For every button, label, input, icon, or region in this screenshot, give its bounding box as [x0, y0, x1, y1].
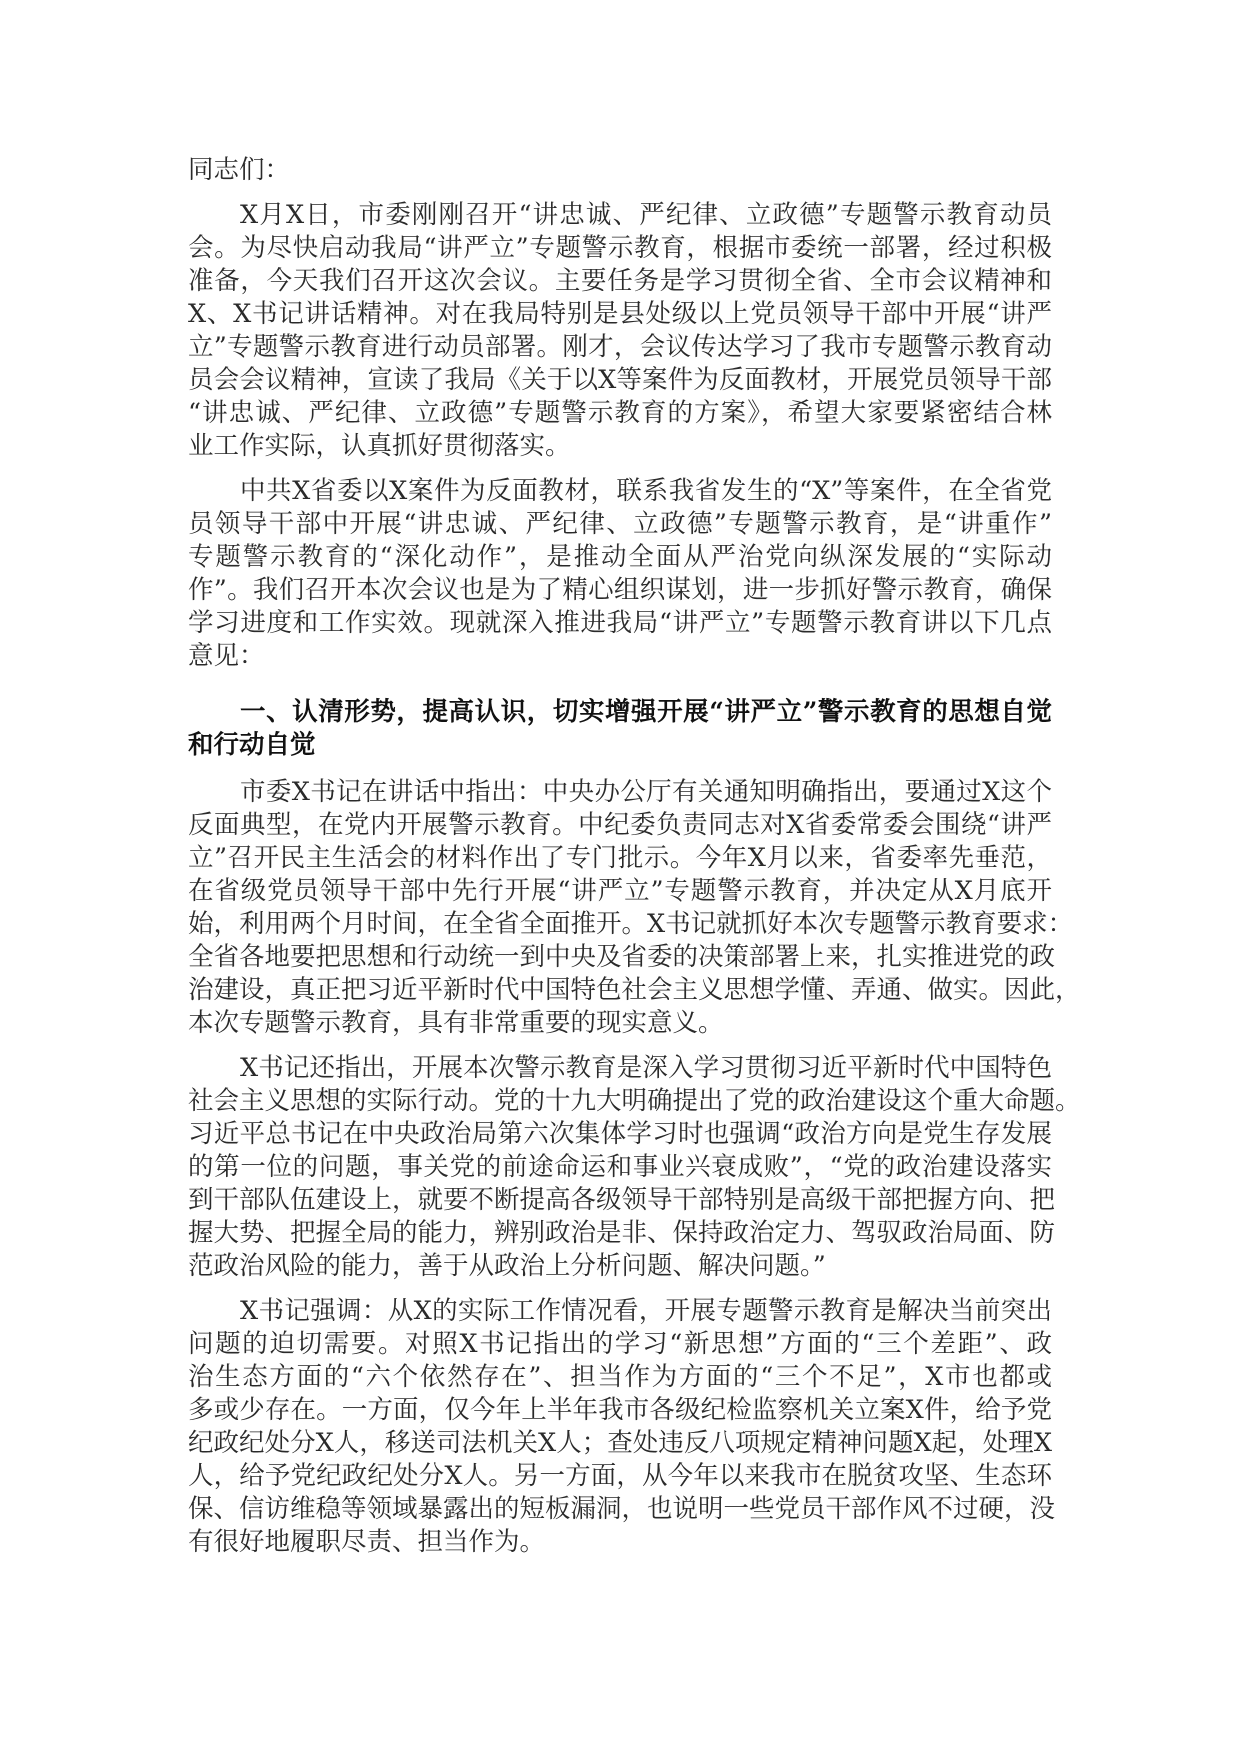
text-line: 人，给予党纪政纪处分X人。另一方面，从今年以来我市在脱贫攻坚、生态环: [188, 1461, 1052, 1491]
text-line: 握大势、把握全局的能力，辨别政治是非、保持政治定力、驾驭政治局面、防: [188, 1218, 1056, 1248]
text-line: 专题警示教育的“深化动作”，是推动全面从严治党向纵深发展的“实际动: [188, 542, 1052, 572]
text-line: 保、信访维稳等领域暴露出的短板漏洞，也说明一些党员干部作风不过硬，没: [188, 1494, 1056, 1524]
text-line: 治生态方面的“六个依然存在”、担当作为方面的“三个不足”，X市也都或: [188, 1362, 1052, 1392]
text-line: 多或少存在。一方面，仅今年上半年我市各级纪检监察机关立案X件，给予党: [188, 1395, 1052, 1425]
text-line: 员领导干部中开展“讲忠诚、严纪律、立政德”专题警示教育，是“讲重作”: [188, 509, 1052, 539]
text-line: 到干部队伍建设上，就要不断提高各级领导干部特别是高级干部把握方向、把: [188, 1185, 1056, 1215]
text-line: 一、认清形势，提高认识，切实增强开展“讲严立”警示教育的思想自觉: [240, 697, 1052, 727]
text-line: 会。为尽快启动我局“讲严立”专题警示教育，根据市委统一部署，经过积极: [188, 233, 1052, 263]
text-line: “讲忠诚、严纪律、立政德”专题警示教育的方案》，希望大家要紧密结合林: [188, 398, 1052, 428]
text-line: X、X书记讲话精神。对在我局特别是县处级以上党员领导干部中开展“讲严: [188, 299, 1052, 329]
text-line: 全省各地要把思想和行动统一到中央及省委的决策部署上来，扎实推进党的政: [188, 942, 1056, 972]
text-line: 立”专题警示教育进行动员部署。刚才，会议传达学习了我市专题警示教育动: [188, 332, 1052, 362]
text-line: 纪政纪处分X人，移送司法机关X人；查处违反八项规定精神问题X起，处理X: [188, 1428, 1052, 1458]
text-line: 学习进度和工作实效。现就深入推进我局“讲严立”专题警示教育讲以下几点: [188, 608, 1052, 638]
text-line: 员会会议精神，宣读了我局《关于以X等案件为反面教材，开展党员领导干部: [188, 365, 1052, 395]
paragraph: [188, 199, 1052, 463]
paragraph: [188, 1295, 1056, 1559]
text-line: 中共X省委以X案件为反面教材，联系我省发生的“X”等案件，在全省党: [240, 476, 1052, 506]
text-line: X月X日，市委刚刚召开“讲忠诚、严纪律、立政德”专题警示教育动员: [240, 200, 1052, 230]
text-line: 问题的迫切需要。对照X书记指出的学习“新思想”方面的“三个差距”、政: [188, 1329, 1052, 1359]
text-line: 反面典型，在党内开展警示教育。中纪委负责同志对X省委常委会围绕“讲严: [188, 810, 1052, 840]
paragraph: [188, 776, 1081, 1040]
text-line: 范政治风险的能力，善于从政治上分析问题、解决问题。”: [188, 1251, 826, 1281]
text-line: 作”。我们召开本次会议也是为了精心组织谋划，进一步抓好警示教育，确保: [188, 575, 1052, 605]
paragraph: [188, 475, 1052, 673]
text-line: 立”召开民主生活会的材料作出了专门批示。今年X月以来，省委率先垂范，: [188, 843, 1052, 873]
text-line: X书记还指出，开展本次警示教育是深入学习贯彻习近平新时代中国特色: [240, 1053, 1052, 1083]
text-line: 业工作实际，认真抓好贯彻落实。: [188, 431, 571, 461]
text-line: 本次专题警示教育，具有非常重要的现实意义。: [188, 1008, 724, 1038]
text-line: 准备，今天我们召开这次会议。主要任务是学习贯彻全省、全市会议精神和: [188, 266, 1052, 296]
salutation-text: 同志们：: [188, 155, 291, 185]
text-line: 习近平总书记在中央政治局第六次集体学习时也强调“政治方向是党生存发展: [188, 1119, 1052, 1149]
text-line: 治建设，真正把习近平新时代中国特色社会主义思想学懂、弄通、做实。因此，: [188, 975, 1081, 1005]
text-line: 有很好地履职尽责、担当作为。: [188, 1527, 546, 1557]
text-line: 始，利用两个月时间，在全省全面推开。X书记就抓好本次专题警示教育要求：: [188, 909, 1074, 939]
text-line: 市委X书记在讲话中指出：中央办公厅有关通知明确指出，要通过X这个: [240, 777, 1052, 807]
text-line: 和行动自觉: [188, 730, 316, 760]
document-body: [188, 199, 1081, 1559]
text-line: 在省级党员领导干部中先行开展“讲严立”专题警示教育，并决定从X月底开: [188, 876, 1052, 906]
salutation: [188, 154, 1052, 187]
text-line: 社会主义思想的实际行动。党的十九大明确提出了党的政治建设这个重大命题。: [188, 1086, 1081, 1116]
paragraph: [188, 1052, 1081, 1283]
text-line: 意见：: [188, 641, 265, 671]
section-heading: [188, 696, 1052, 762]
text-line: X书记强调：从X的实际工作情况看，开展专题警示教育是解决当前突出: [240, 1296, 1052, 1326]
document-page: [188, 154, 1081, 1559]
text-line: 的第一位的问题，事关党的前途命运和事业兴衰成败”，“党的政治建设落实: [188, 1152, 1052, 1182]
